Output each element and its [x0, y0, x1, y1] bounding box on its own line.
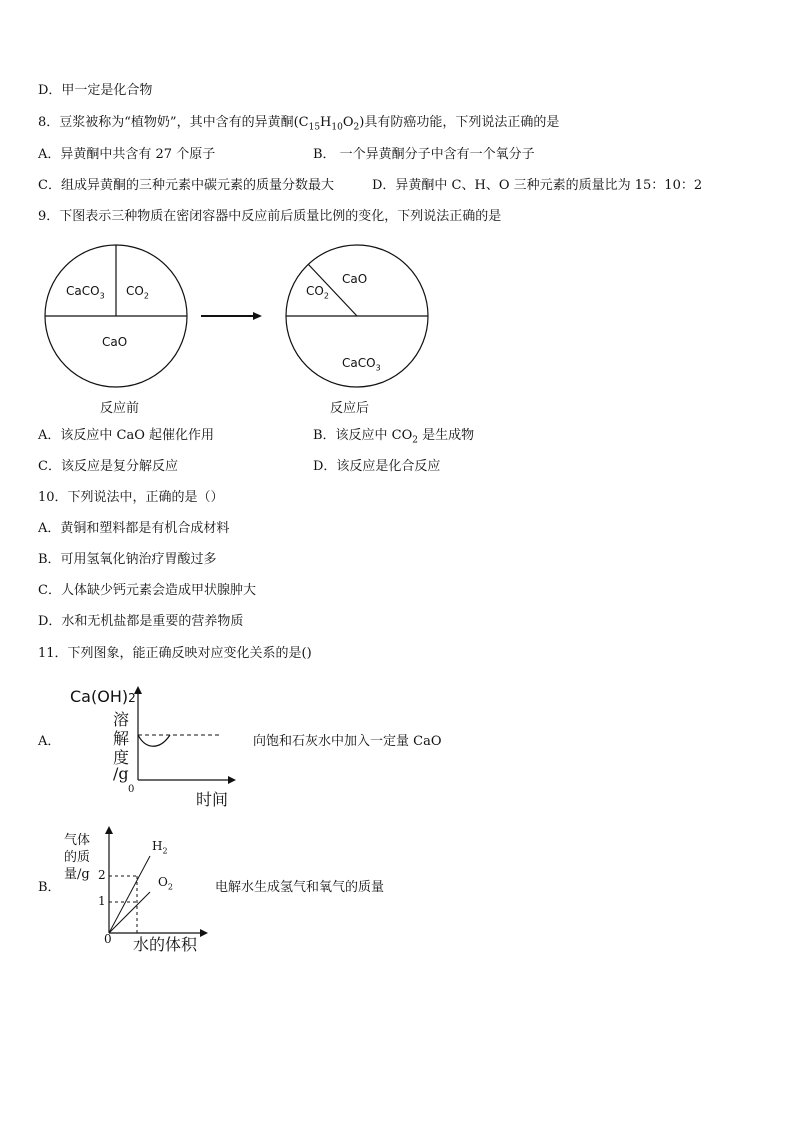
q11-b-ylabel-1: 气体 — [64, 833, 91, 848]
q9-option-a: A．该反应中 CaO 起催化作用 — [38, 428, 215, 443]
q9-pie-diagram — [0, 0, 794, 420]
q11-b-tick-2: 2 — [98, 868, 106, 882]
q8-o: O — [342, 115, 354, 130]
q11-b-tick-1: 1 — [98, 894, 106, 908]
q11-b-graph — [0, 820, 240, 950]
o2-series-line — [109, 892, 150, 933]
q11-b-h2-label: $H_2$ — [152, 839, 168, 856]
pie-after-caco3-label: CaCO$_3$ — [342, 356, 381, 373]
q11-stem: 11．下列图象，能正确反映对应变化关系的是() — [38, 646, 312, 661]
q11-b-description: 电解水生成氢气和氧气的质量 — [215, 880, 385, 895]
h2-series-line — [109, 856, 150, 933]
q11-b-ylabel-3: 量/g — [64, 867, 90, 882]
q8-option-b: B． 一个异黄酮分子中含有一个氧分子 — [313, 147, 535, 162]
q8-stem-pre: 8．豆浆被称为“植物奶”，其中含有的异黄酮(C — [38, 115, 309, 130]
pie-before-caption: 反应前 — [100, 401, 140, 416]
q11-a-origin: 0 — [128, 784, 135, 795]
q9-option-d: D．该反应是化合反应 — [313, 459, 441, 474]
pie-before-caco3-label: CaCO$_3$ — [66, 284, 105, 301]
q11-b-origin: 0 — [104, 932, 112, 946]
q8-option-d: D．异黄酮中 C、H、O 三种元素的质量比为 15：10：2 — [372, 178, 703, 193]
q9-stem: 9．下图表示三种物质在密闭容器中反应前后质量比例的变化，下列说法正确的是 — [38, 209, 502, 224]
q10-option-c: C．人体缺少钙元素会造成甲状腺肿大 — [38, 583, 256, 598]
q8-stem-post: )具有防癌功能，下列说法正确的是 — [359, 115, 560, 130]
q11-b-letter: B． — [38, 880, 61, 895]
q11-b-ylabel-2: 的质 — [64, 850, 91, 865]
q8-sub-c: 15 — [308, 122, 321, 133]
q11-a-ylabel-3: 解 — [113, 729, 130, 748]
q8-h: H — [320, 115, 332, 130]
q8-sub-o: 2 — [353, 122, 360, 133]
pie-after-caption: 反应后 — [330, 401, 370, 416]
reaction-arrow — [201, 312, 262, 320]
q11-a-description: 向饱和石灰水中加入一定量 CaO — [253, 734, 442, 749]
q10-option-d: D．水和无机盐都是重要的营养物质 — [38, 614, 244, 629]
q9-option-b: B．该反应中 $CO_2$ 是生成物 — [313, 428, 475, 446]
q11-b-o2-label: $O_2$ — [158, 875, 173, 892]
q7-option-d: D．甲一定是化合物 — [38, 83, 153, 98]
pie-after-co2-label: $CO_2$ — [306, 284, 329, 301]
q11-b-xlabel: 水的体积 — [133, 935, 198, 954]
pie-before-co2-label: $CO_2$ — [126, 284, 149, 301]
pie-before-cao-label: CaO — [102, 335, 128, 349]
q10-option-a: A．黄铜和塑料都是有机合成材料 — [38, 521, 230, 536]
q11-a-ylabel-4: 度 — [113, 748, 130, 767]
pie-before — [45, 245, 187, 387]
q11-a-ylabel-1: Ca(OH)2 — [70, 687, 136, 706]
q8-sub-h: 10 — [331, 122, 343, 133]
q11-a-letter: A． — [38, 734, 61, 749]
q8-option-c: C．组成异黄酮的三种元素中碳元素的质量分数最大 — [38, 178, 334, 193]
q11-a-ylabel-5: /g — [113, 764, 129, 783]
pie-after-cao-label: CaO — [342, 272, 368, 286]
q10-stem: 10．下列说法中，正确的是（） — [38, 490, 224, 505]
q8-option-a: A．异黄酮中共含有 27 个原子 — [38, 147, 216, 162]
q11-a-ylabel-2: 溶 — [113, 710, 130, 729]
q9-option-c: C．该反应是复分解反应 — [38, 459, 178, 474]
q10-option-b: B．可用氢氧化钠治疗胃酸过多 — [38, 552, 217, 567]
q11-a-xlabel: 时间 — [196, 790, 229, 809]
